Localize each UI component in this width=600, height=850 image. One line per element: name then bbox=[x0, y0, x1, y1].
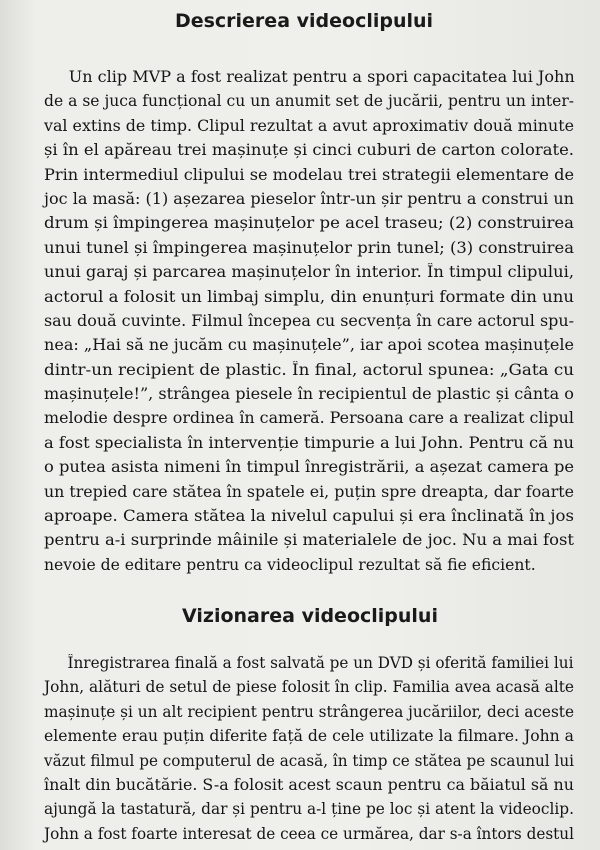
text-line: drum și împingerea mașinuțelor pe acel traseu; (2) construirea bbox=[44, 214, 575, 233]
text-line: nea: „Hai să ne jucăm cu mașinuțele”, iar apoi scotea mașinuțele bbox=[44, 336, 575, 355]
paragraph-video-description bbox=[44, 65, 574, 577]
text-line: Înregistrarea finală a fost salvată pe un DVD și oferită familiei lui bbox=[67, 654, 574, 672]
text-line: înalt din bucătărie. S-a folosit acest scaun pentru ca băiatul să nu bbox=[44, 775, 574, 794]
text-line: joc la masă: (1) așezarea pieselor într-un șir pentru a construi un bbox=[44, 189, 574, 208]
text-line: sau două cuvinte. Filmul începea cu secvența în care actorul spu- bbox=[44, 311, 575, 330]
text-line: val extins de timp. Clipul rezultat a avut aproximativ două minute bbox=[44, 116, 575, 135]
text-line: aproape. Camera stătea la nivelul capului și era înclinată în jos bbox=[44, 507, 575, 526]
text-line: mașinuțele!”, strângea piesele în recipientul de plastic și cânta o bbox=[44, 385, 574, 404]
text-line: de a se juca funcțional cu un anumit set de jucării, pentru un inter- bbox=[44, 92, 575, 111]
text-line: a fost specialista în intervenție timpurie a lui John. Pentru că nu bbox=[44, 433, 575, 452]
text-line: și în el apăreau trei mașinuțe și cinci cuburi de carton colorate. bbox=[44, 141, 575, 160]
text-line: elemente erau puțin diferite față de cele utilizate la filmare. John a bbox=[44, 727, 574, 746]
text-line: Un clip MVP a fost realizat pentru a spori capacitatea lui John bbox=[68, 68, 575, 86]
text-line: melodie despre ordinea în cameră. Persoana care a realizat clipul bbox=[44, 409, 574, 428]
text-line: John a fost foarte interesat de ceea ce urmărea, dar s-a întors destul bbox=[44, 824, 574, 843]
paragraph-video-viewing bbox=[44, 651, 574, 846]
text-line: o putea asista nimeni în timpul înregistrării, a așezat camera pe bbox=[44, 458, 575, 477]
text-line: un trepied care stătea în spatele ei, puțin spre dreapta, dar foarte bbox=[44, 482, 574, 501]
text-line: unui garaj și parcarea mașinuțelor în interior. În timpul clipului, bbox=[44, 263, 575, 282]
text-line: actorul a folosit un limbaj simplu, din enunțuri formate din unu bbox=[44, 287, 575, 306]
text-line: John, alături de setul de piese folosit în clip. Familia avea acasă alte bbox=[44, 678, 575, 697]
text-line: ajungă la tastatură, dar și pentru a-l ține pe loc și atent la videoclip. bbox=[44, 800, 574, 819]
text-line: dintr-un recipient de plastic. În final, actorul spunea: „Gata cu bbox=[44, 360, 574, 379]
text-line: văzut filmul pe computerul de acasă, în timp ce stătea pe scaunul lui bbox=[44, 751, 575, 770]
text-line: Prin intermediul clipului se modelau trei strategii elementare de bbox=[44, 165, 575, 184]
section-heading-video-viewing: Vizionarea videoclipului bbox=[182, 605, 438, 627]
text-line: pentru a-i surprinde mâinile și materialele de joc. Nu a mai fost bbox=[44, 531, 574, 550]
text-line: unui tunel și împingerea mașinuțelor prin tunel; (3) construirea bbox=[44, 238, 574, 257]
text-line: mașinuțe și un alt recipient pentru strângerea jucăriilor, deci aceste bbox=[44, 702, 575, 721]
text-line: nevoie de editare pentru ca videoclipul rezultat să fie eficient. bbox=[44, 555, 536, 574]
section-heading-video-description: Descrierea videoclipului bbox=[174, 10, 434, 32]
